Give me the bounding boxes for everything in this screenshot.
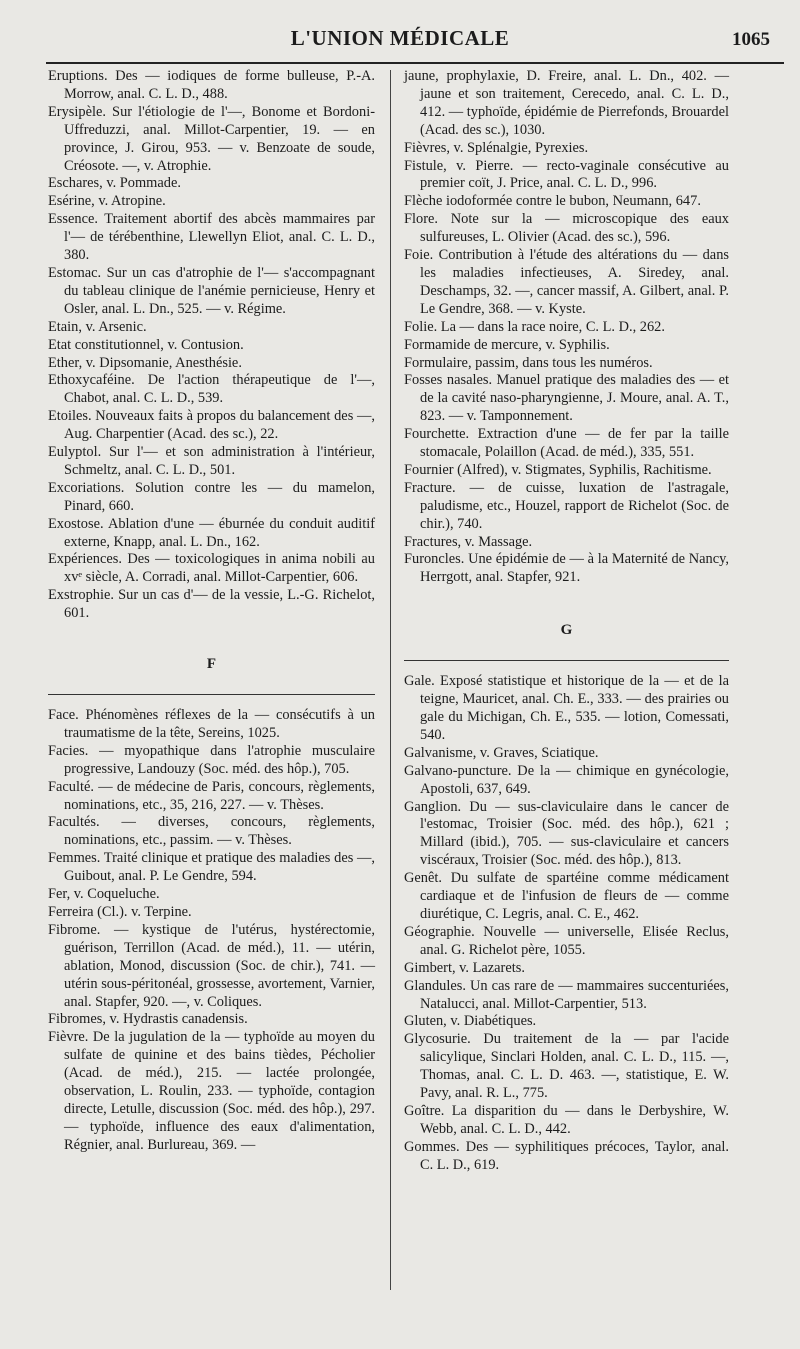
index-entry: Fourchette. Extraction d'une — de fer par la taille stomacale, Polaillon (Acad. de méd.), 335, 551. [404,426,729,461]
index-entry: Etoiles. Nouveaux faits à propos du balancement des —, Aug. Charpentier (Acad. des sc.), 22. [48,408,375,443]
index-entry: Glycosurie. Du traitement de la — par l'acide salicylique, Sinclari Holden, anal. C. L. D., 115. —, Thomas, anal. C. L. D. 463. —, statistique, E. W. Pavy, anal. R. L., 775. [404,1031,729,1102]
entries-g [404,673,729,1174]
entries-f [48,707,375,1155]
index-entry: Furoncles. Une épidémie de — à la Maternité de Nancy, Herrgott, anal. Stapfer, 921. [404,551,729,586]
index-entry: Fer, v. Coqueluche. [48,886,160,903]
index-entry: Fractures, v. Massage. [404,533,533,550]
index-entry: Ganglion. Du — sus-claviculaire dans le cancer de l'estomac, Troisier (Soc. méd. des hôp.), 621 ; Millard (ibid.), 705. — sus-claviculaire et cancers viscéraux, Troisier (Soc. méd. des hôp.), 813. [404,798,729,869]
index-entry: Fièvres, v. Splénalgie, Pyrexies. [404,139,589,156]
index-entry: Galvanisme, v. Graves, Sciatique. [404,744,599,761]
column-divider [390,70,391,1290]
index-entry: Femmes. Traité clinique et pratique des maladies des —, Guibout, anal. P. Le Gendre, 594. [48,850,375,885]
index-entry: Gale. Exposé statistique et historique de la — et de la teigne, Mauricet, anal. Ch. E., 333. — des prairies ou gale du Michigan, Ch. E., 535. — lotion, Comessati, 540. [404,673,729,743]
right-column [404,68,729,1175]
index-entry: Géographie. Nouvelle — universelle, Elisée Reclus, anal. G. Richelot père, 1055. [404,923,729,958]
index-entry: Fracture. — de cuisse, luxation de l'astragale, paludisme, etc., Houzel, rapport de Richelot (Soc. de chir.), 740. [404,479,729,532]
index-entry: Genêt. Du sulfate de spartéine comme médicament cardiaque et de l'infusion de fleurs de — comme diurétique, C. Legris, anal. C. E., 462. [404,870,729,922]
index-entry: Expériences. Des — toxicologiques in anima nobili au xvᵉ siècle, A. Corradi, anal. Millot-Carpentier, 606. [48,551,375,586]
index-entry: Eschares, v. Pommade. [48,175,181,192]
index-entry: Fosses nasales. Manuel pratique des maladies des — et de la cavité naso-pharyngienne, J. Moure, anal. A. T., 823. — v. Tamponnement. [404,372,729,425]
index-entry: Fièvre. De la jugulation de la — typhoïde au moyen du sulfate de quinine et des bains tièdes, Pécholier (Acad. de méd.), 215. — lactée prolongée, observation, L. Roulin, 233. — typhoïde, contagion directe, Letulle, discussion (Soc. méd. des hôp.), 297. — typhoïde, influence des eaux d'alimentation, Régnier, anal. Burlureau, 369. — [48,1029,375,1153]
index-entry: Glandules. Un cas rare de — mammaires succenturiées, Natalucci, anal. Millot-Carpentier, 513. [404,977,729,1012]
index-entry: Folie. La — dans la race noire, C. L. D., 262. [404,318,665,335]
entries-f-continued [404,68,729,587]
index-entry: Fibromes, v. Hydrastis canadensis. [48,1011,248,1028]
index-entry: jaune, prophylaxie, D. Freire, anal. L. Dn., 402. — jaune et son traitement, Cerecedo, anal. C. L. D., 412. — typhoïde, épidémie de Pierrefonds, Brouardel (Acad. des sc.), 1030. [404,68,729,138]
index-entry: Facultés. — diverses, concours, règlements, nominations, etc., passim. — v. Thèses. [48,814,375,849]
entries-e [48,68,375,623]
index-entry: Galvano-puncture. De la — chimique en gynécologie, Apostoli, 637, 649. [404,762,729,797]
index-entry: Goître. La disparition du — dans le Derbyshire, W. Webb, anal. C. L. D., 442. [404,1102,729,1137]
index-entry: Erysipèle. Sur l'étiologie de l'—, Bonome et Bordoni-Uffreduzzi, anal. Millot-Carpentier, 19. — en province, J. Girou, 953. — v. Benzoate de soude, Créosote. —, v. Atrophie. [48,103,375,174]
index-entry: Flore. Note sur la — microscopique des eaux sulfureuses, L. Olivier (Acad. des sc.), 596. [404,211,729,246]
section-letter-g: G [560,622,573,639]
index-entry: Gluten, v. Diabétiques. [404,1013,537,1030]
index-entry: Ferreira (Cl.). v. Terpine. [48,903,192,920]
index-entry: Gommes. Des — syphilitiques précoces, Taylor, anal. C. L. D., 619. [404,1138,729,1173]
left-column [48,68,375,1155]
index-entry: Ether, v. Dipsomanie, Anesthésie. [48,354,242,371]
index-entry: Esérine, v. Atropine. [48,193,166,210]
header-rule [46,62,784,64]
index-entry: Formamide de mercure, v. Syphilis. [404,336,610,353]
index-entry: Etat constitutionnel, v. Contusion. [48,336,244,353]
index-entry: Fournier (Alfred), v. Stigmates, Syphilis, Rachitisme. [404,461,712,478]
section-letter-f: F [206,656,217,673]
index-entry: Eulyptol. Sur l'— et son administration à l'intérieur, Schmeltz, anal. C. L. D., 501. [48,444,375,478]
running-header-title: L'UNION MÉDICALE [290,26,510,50]
index-entry: Exostose. Ablation d'une — éburnée du conduit auditif externe, Knapp, anal. L. Dn., 162. [48,515,375,550]
index-entry: Faculté. — de médecine de Paris, concours, règlements, nominations, etc., 35, 216, 227. — v. Thèses. [48,778,375,813]
index-entry: Fistule, v. Pierre. — recto-vaginale consécutive au premier coït, J. Price, anal. C. L. D., 996. [404,157,729,192]
section-rule [404,660,729,661]
index-entry: Exstrophie. Sur un cas d'— de la vessie, L.-G. Richelot, 601. [48,587,375,622]
page-number: 1065 [732,29,770,50]
section-rule [48,694,375,695]
index-entry: Eruptions. Des — iodiques de forme bulleuse, P.-A. Morrow, anal. C. L. D., 488. [48,68,375,102]
index-entry: Gimbert, v. Lazarets. [404,959,525,976]
index-entry: Excoriations. Solution contre les — du mamelon, Pinard, 660. [48,479,375,514]
index-entry: Facies. — myopathique dans l'atrophie musculaire progressive, Landouzy (Soc. méd. des hôp.), 705. [48,742,375,777]
index-entry: Fibrome. — kystique de l'utérus, hystérectomie, guérison, Terrillon (Acad. de méd.), 11. — utérin, ablation, Monod, discussion (Soc. de chir.), 741. — utérin sous-péritonéal, grossesse, avortement, Varnier, anal. Stapfer, 920. —, v. Coliques. [48,921,375,1010]
index-entry: Estomac. Sur un cas d'atrophie de l'— s'accompagnant du tableau clinique de l'anémie pernicieuse, Henry et Osler, anal. L. Dn., 525. — v. Régime. [48,264,375,317]
index-entry: Foie. Contribution à l'étude des altérations du — dans les maladies infectieuses, A. Siredey, anal. Deschamps, 32. —, cancer massif, A. Gilbert, anal. P. Le Gendre, 368. — v. Kyste. [404,247,729,317]
index-entry: Etain, v. Arsenic. [48,318,147,335]
index-entry: Essence. Traitement abortif des abcès mammaires par l'— de térébenthine, Llewellyn Eliot, anal. C. L. D., 380. [48,211,375,264]
index-entry: Flèche iodoformée contre le bubon, Neumann, 647. [404,193,701,210]
index-entry: Face. Phénomènes réflexes de la — consécutifs à un traumatisme de la tête, Sereins, 1025. [48,707,375,741]
index-entry: Ethoxycaféine. De l'action thérapeutique de l'—, Chabot, anal. C. L. D., 539. [48,372,375,407]
index-entry: Formulaire, passim, dans tous les numéros. [404,354,653,371]
